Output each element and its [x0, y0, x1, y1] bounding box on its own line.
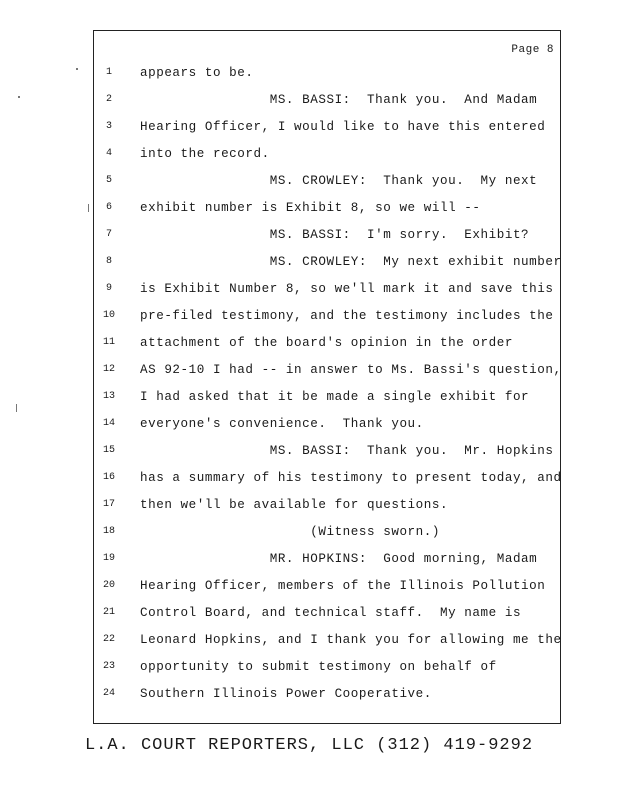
line-text: MS. BASSI: I'm sorry. Exhibit?: [140, 228, 530, 242]
line-text: MS. CROWLEY: My next exhibit number: [140, 255, 562, 269]
line-text: Control Board, and technical staff. My name is: [140, 606, 522, 620]
line-text: MS. CROWLEY: Thank you. My next: [140, 174, 538, 188]
line-text: is Exhibit Number 8, so we'll mark it and save this: [140, 282, 554, 296]
line-text: MR. HOPKINS: Good morning, Madam: [140, 552, 538, 566]
line-number: 23: [102, 661, 115, 672]
line-text: Hearing Officer, I would like to have this entered: [140, 120, 546, 134]
line-text: into the record.: [140, 147, 270, 161]
line-number: 9: [105, 283, 112, 294]
line-number: 6: [105, 202, 112, 213]
line-number: 10: [102, 310, 115, 321]
court-reporter-footer: L.A. COURT REPORTERS, LLC (312) 419-9292: [84, 736, 534, 755]
line-number: 11: [102, 337, 115, 348]
line-number: 12: [102, 364, 115, 375]
line-text: (Witness sworn.): [140, 525, 440, 539]
line-number: 13: [102, 391, 115, 402]
scan-speck: [18, 96, 20, 98]
line-number: 2: [105, 94, 112, 105]
line-number: 22: [102, 634, 115, 645]
line-number: 20: [102, 580, 115, 591]
line-text: then we'll be available for questions.: [140, 498, 449, 512]
line-number: 17: [102, 499, 115, 510]
page-number: Page 8: [511, 44, 554, 56]
line-text: has a summary of his testimony to present today, and: [140, 471, 562, 485]
line-text: MS. BASSI: Thank you. Mr. Hopkins: [140, 444, 554, 458]
line-number: 19: [102, 553, 115, 564]
line-text: attachment of the board's opinion in the order: [140, 336, 513, 350]
line-text: everyone's convenience. Thank you.: [140, 417, 424, 431]
line-number: 15: [102, 445, 115, 456]
line-text: exhibit number is Exhibit 8, so we will --: [140, 201, 481, 215]
line-text: Leonard Hopkins, and I thank you for allowing me the: [140, 633, 562, 647]
line-text: Southern Illinois Power Cooperative.: [140, 687, 432, 701]
line-number: 8: [105, 256, 112, 267]
line-text: MS. BASSI: Thank you. And Madam: [140, 93, 538, 107]
line-number: 18: [102, 526, 115, 537]
line-number: 5: [105, 175, 112, 186]
line-number: 1: [105, 67, 112, 78]
line-number: 16: [102, 472, 115, 483]
line-text: I had asked that it be made a single exhibit for: [140, 390, 530, 404]
scan-speck: [88, 204, 89, 212]
line-number: 3: [105, 121, 112, 132]
line-number: 14: [102, 418, 115, 429]
line-text: opportunity to submit testimony on behalf of: [140, 660, 497, 674]
line-number: 7: [105, 229, 112, 240]
scan-speck: [76, 68, 78, 70]
line-text: pre-filed testimony, and the testimony includes the: [140, 309, 554, 323]
line-number: 24: [102, 688, 115, 699]
line-text: appears to be.: [140, 66, 254, 80]
line-number: 21: [102, 607, 115, 618]
scan-speck: [16, 404, 17, 412]
line-text: Hearing Officer, members of the Illinois Pollution: [140, 579, 546, 593]
transcript-page: [93, 30, 561, 724]
line-number: 4: [105, 148, 112, 159]
line-text: AS 92-10 I had -- in answer to Ms. Bassi's question,: [140, 363, 562, 377]
